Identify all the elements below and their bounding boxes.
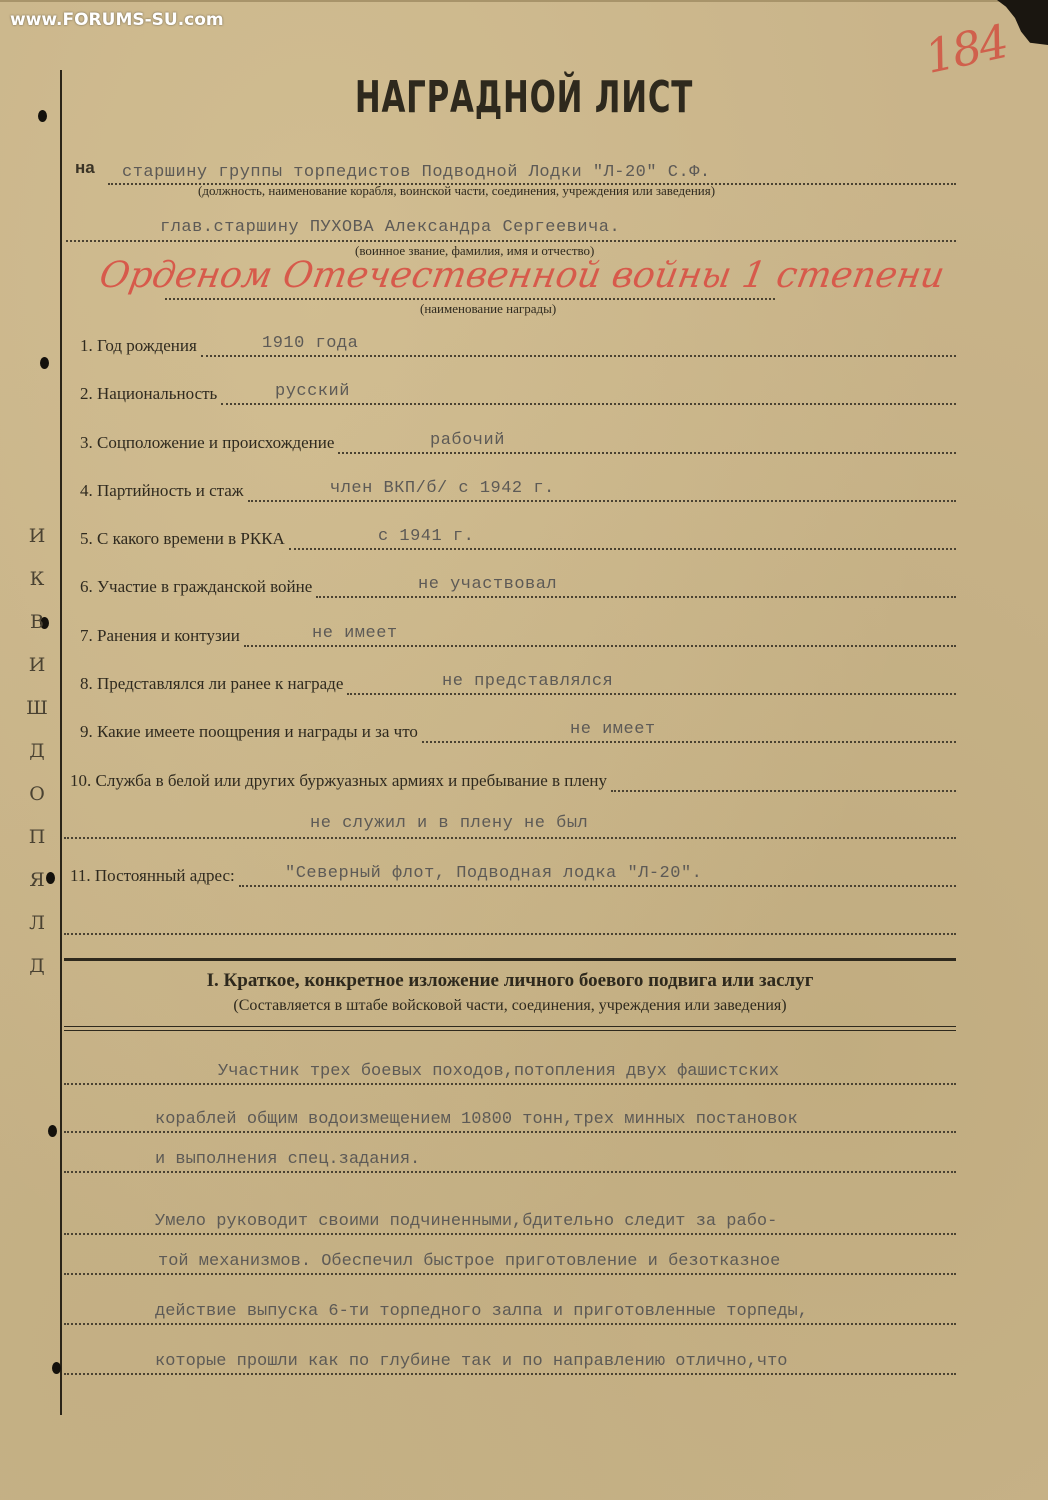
field-value: не служил и в плену не был [310, 814, 589, 833]
field-value: русский [275, 382, 350, 401]
field-blank-line [64, 932, 956, 935]
header-prefix: на [75, 158, 95, 177]
field-value: не имеет [312, 624, 398, 643]
margin-letter: П [28, 826, 46, 848]
margin-letter: Д [29, 955, 45, 977]
field-dotted-line [248, 500, 956, 502]
form-field [66, 620, 956, 650]
field-dotted-line [338, 452, 956, 454]
form-field [66, 716, 956, 746]
field-value: не участвовал [418, 575, 558, 594]
section-rule-top [64, 958, 956, 961]
field-dotted-line [347, 693, 956, 695]
binding-hole [52, 1362, 61, 1374]
name-value: глав.старшину ПУХОВА Александра Сергеевича. [160, 218, 621, 237]
award-value: Орденом Отечественной войны 1 степени [96, 255, 948, 296]
margin-letter: О [29, 783, 45, 805]
field-label: 4. Партийность и стаж [80, 481, 244, 500]
form-field [66, 330, 956, 360]
field-label: 6. Участие в гражданской войне [80, 577, 313, 596]
field-dotted-line [289, 548, 956, 550]
field-label: 10. Служба в белой или других буржуазных армиях и пребывание в плену [70, 771, 607, 790]
name-line [66, 240, 956, 242]
text-line-rule [64, 1130, 956, 1133]
form-field [66, 378, 956, 408]
section-text-line: той механизмов. Обеспечил быстрое приготовление и безотказное [158, 1252, 781, 1271]
field-dotted-line [239, 885, 956, 887]
form-field [66, 765, 956, 795]
field-dotted-line [244, 645, 956, 647]
margin-letter: Л [29, 912, 45, 934]
field-dotted-line [611, 790, 956, 792]
binding-hole [38, 110, 47, 122]
field-value: "Северный флот, Подводная лодка "Л-20". [285, 864, 703, 883]
binding-hole [40, 357, 49, 369]
margin-label-for-binding [22, 515, 52, 988]
field-dotted-line [316, 596, 956, 598]
text-line-rule [64, 1232, 956, 1235]
section-text-line: кораблей общим водоизмещением 10800 тонн,трех минных постановок [155, 1110, 798, 1129]
document-title: НАГРАДНОЙ ЛИСТ [354, 72, 694, 123]
section-text-line: действие выпуска 6-ти торпедного залпа и приготовленные торпеды, [155, 1302, 808, 1321]
form-field [66, 523, 956, 553]
binding-hole [48, 1125, 57, 1137]
margin-letter: В [30, 611, 44, 633]
binding-margin-line [60, 70, 62, 1415]
site-watermark: www.FORUMS-SU.com [10, 10, 224, 30]
margin-letter: Ш [26, 697, 48, 719]
form-field [66, 427, 956, 457]
field-label: 3. Соцположение и происхождение [80, 433, 335, 452]
position-value: старшину группы торпедистов Подводной Лодки "Л-20" С.Ф. [122, 163, 711, 182]
field-value: рабочий [430, 431, 505, 450]
field-label: 8. Представлялся ли ранее к награде [80, 674, 344, 693]
field-label: 5. С какого времени в РККА [80, 529, 285, 548]
name-caption: (воинное звание, фамилия, имя и отчество) [355, 243, 595, 258]
margin-letter: К [29, 568, 45, 590]
paper-top-edge [0, 0, 1048, 2]
field-label: 7. Ранения и контузии [80, 626, 240, 645]
field-label: 2. Национальность [80, 384, 218, 403]
section-text-line: Участник трех боевых походов,потопления двух фашистских [218, 1062, 780, 1081]
field-value: с 1941 г. [378, 527, 475, 546]
section-text-line: Умело руководит своими подчиненными,бдительно следит за рабо- [155, 1212, 778, 1231]
field-dotted-line [221, 403, 956, 405]
margin-letter: И [28, 654, 46, 676]
field-label: 11. Постоянный адрес: [70, 866, 235, 885]
section-title: I. Краткое, конкретное изложение личного боевого подвига или заслуг [206, 970, 814, 991]
text-line-rule [64, 1170, 956, 1173]
text-line-rule [64, 1082, 956, 1085]
field-value: не имеет [570, 720, 656, 739]
margin-letter: Д [29, 740, 45, 762]
field-dotted-line [422, 741, 956, 743]
field-value: член ВКП/б/ с 1942 г. [330, 479, 555, 498]
award-caption: (наименование награды) [420, 301, 557, 316]
section-text-line: и выполнения спец.задания. [155, 1150, 421, 1169]
text-line-rule [64, 1272, 956, 1275]
margin-letter: И [28, 525, 46, 547]
field-value: не представлялся [442, 672, 614, 691]
section-rule-bottom [64, 1026, 956, 1027]
margin-letter: Я [29, 869, 45, 891]
text-line-rule [64, 1322, 956, 1325]
field-dotted-line [201, 355, 956, 357]
page-number: 184 [920, 14, 1012, 84]
field-label: 9. Какие имеете поощрения и награды и за что [80, 722, 418, 741]
position-caption: (должность, наименование корабля, воинской части, соединения, учреждения или заведения) [198, 183, 716, 198]
field-continuation-line [64, 836, 956, 839]
section-subtitle: (Составляется в штабе войсковой части, соединения, учреждения или заведения) [233, 997, 787, 1014]
section-text-line: которые прошли как по глубине так и по направлению отлично,что [155, 1352, 788, 1371]
section-rule-bottom-2 [64, 1030, 956, 1031]
award-line [165, 298, 775, 300]
text-line-rule [64, 1372, 956, 1375]
field-label: 1. Год рождения [80, 336, 197, 355]
field-value: 1910 года [262, 334, 359, 353]
